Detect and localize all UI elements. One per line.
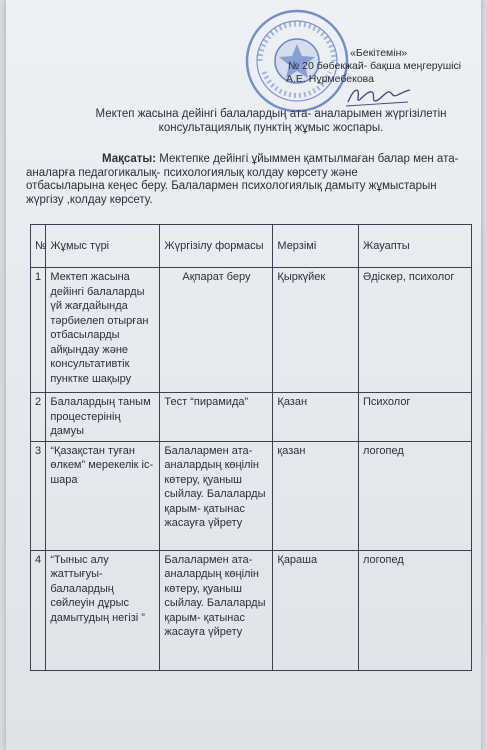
header-date: Мерзімі [273,225,359,268]
goal-body [26,167,476,207]
row-number: 1 [31,268,46,393]
row-date: Қазан [273,393,359,442]
document-page [6,0,481,750]
approval-position: № 20 бөбекжай- бақша меңгерушісі [288,60,462,72]
row-responsible: логопед [358,441,471,550]
row-number: 2 [31,393,46,442]
goal-text-1: Мектепке дейінгі ұйыммен қамтылмаған балар мен ата- [159,153,459,165]
row-form: Ақпарат беру [160,268,273,393]
title-line-2: консультациялық пунктің жұмыс жоспары. [158,122,384,134]
row-responsible: Әдіскер, психолог [358,268,471,393]
row-work-type: “Тыныс алу жаттығуы- балалардың сөйлеуін дұрыс дамытудың негізі ” [46,550,160,670]
work-plan-table [30,224,472,671]
row-work-type: Мектеп жасына дейінгі балаларды үй жағдайында тәрбиелеп отырған отбасыларды айқындау және консультативтік пунктке шақыру [46,268,160,393]
goal-text-2: аналарға педагогикалық- психологиялық колдау көрсету және [26,167,358,179]
header-number: № [31,225,46,268]
goal-text-3: отбасыларына кеңес беру. Балалармен психологиялық дамыту жұмыстарын [26,180,437,193]
row-form: Тест “пирамида” [160,393,273,442]
approval-heading: «Бекітемін» [350,47,408,59]
document-title [66,107,476,135]
approval-name: А.Е. Нұрмебекова [286,73,374,85]
title-line-1: Мектеп жасына дейінгі балалардың ата- аналарымен жүргізілетін [95,108,447,120]
table-row [31,268,472,393]
row-work-type: “Қазақстан туған өлкем” мерекелік іс-шара [46,441,160,550]
header-form: Жүргізілу формасы [160,225,273,268]
table-row [31,550,472,670]
header-responsible: Жауапты [358,225,471,268]
row-responsible: логопед [358,550,471,670]
row-date: Қараша [273,550,359,670]
table-row [31,441,472,550]
goal-first-line [102,153,474,167]
row-number: 4 [31,550,46,670]
goal-text-4: жүргізу ,колдау көрсету. [26,193,153,206]
goal-label: Мақсаты: [102,153,157,165]
row-responsible: Психолог [358,393,471,442]
table-header-row [31,225,472,268]
row-date: Қыркүйек [273,268,359,393]
row-date: қазан [273,441,359,550]
row-work-type: Балалардың таным процестерінің дамуы [46,393,160,442]
table-row [31,393,472,442]
header-work-type: Жұмыс түрі [46,225,160,268]
row-form: Балалармен ата-аналардың көңілін көтеру, қуаныш сыйлау. Балаларды қарым- қатынас жасауға үйрету [160,441,273,550]
row-form: Балалармен ата-аналардың көңілін көтеру, қуаныш сыйлау. Балаларды қарым- қатынас жасауға үйрету [160,550,273,670]
approval-block [282,47,482,86]
row-number: 3 [31,441,46,550]
